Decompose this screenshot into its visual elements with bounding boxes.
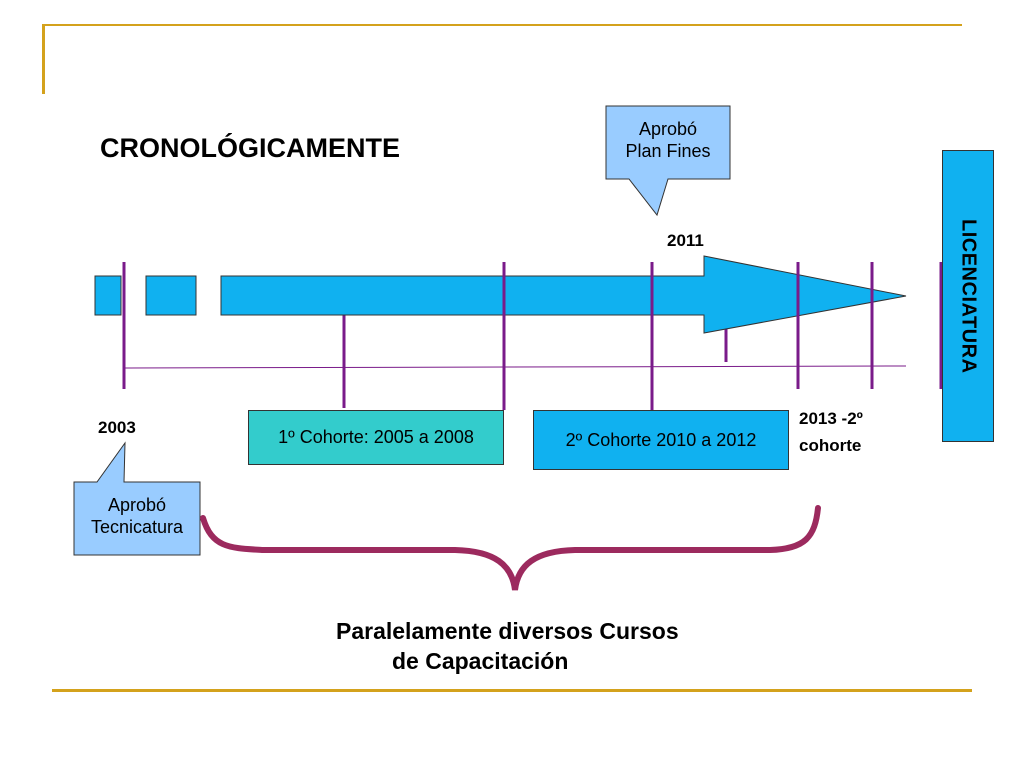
year-2003-label: 2003 xyxy=(98,418,136,437)
cohort-2-box xyxy=(533,410,789,470)
year-2011-label: 2011 xyxy=(667,231,704,250)
callout-fines-text xyxy=(606,118,730,162)
cohort-1-box xyxy=(248,410,504,465)
year-2013-label-line1: 2013 -2º xyxy=(799,409,863,428)
timeline-block-2 xyxy=(146,276,196,315)
licenciatura-box xyxy=(942,150,994,442)
capacitacion-brace xyxy=(203,508,818,590)
callout-tecnicatura-line2: Tecnicatura xyxy=(90,517,184,537)
capacitacion-text-line2: de Capacitación xyxy=(392,648,569,674)
slide-title: CRONOLÓGICAMENTE xyxy=(100,133,400,163)
cohort-1-label: 1º Cohorte: 2005 a 2008 xyxy=(278,427,474,447)
callout-tecnicatura-line1: Aprobó xyxy=(107,495,167,515)
capacitacion-text-line1: Paralelamente diversos Cursos xyxy=(336,618,679,644)
callout-tecnicatura-text xyxy=(74,494,200,538)
callout-fines-line1: Aprobó xyxy=(638,119,698,139)
licenciatura-label: LICENCIATURA xyxy=(957,218,980,374)
callout-fines-line2: Plan Fines xyxy=(625,141,711,161)
timeline-arrow xyxy=(221,256,906,333)
year-2013-label-line2: cohorte xyxy=(799,436,862,455)
timeline-block-1 xyxy=(95,276,121,315)
cohort-2-label: 2º Cohorte 2010 a 2012 xyxy=(565,429,757,450)
timeline-baseline xyxy=(124,366,906,368)
